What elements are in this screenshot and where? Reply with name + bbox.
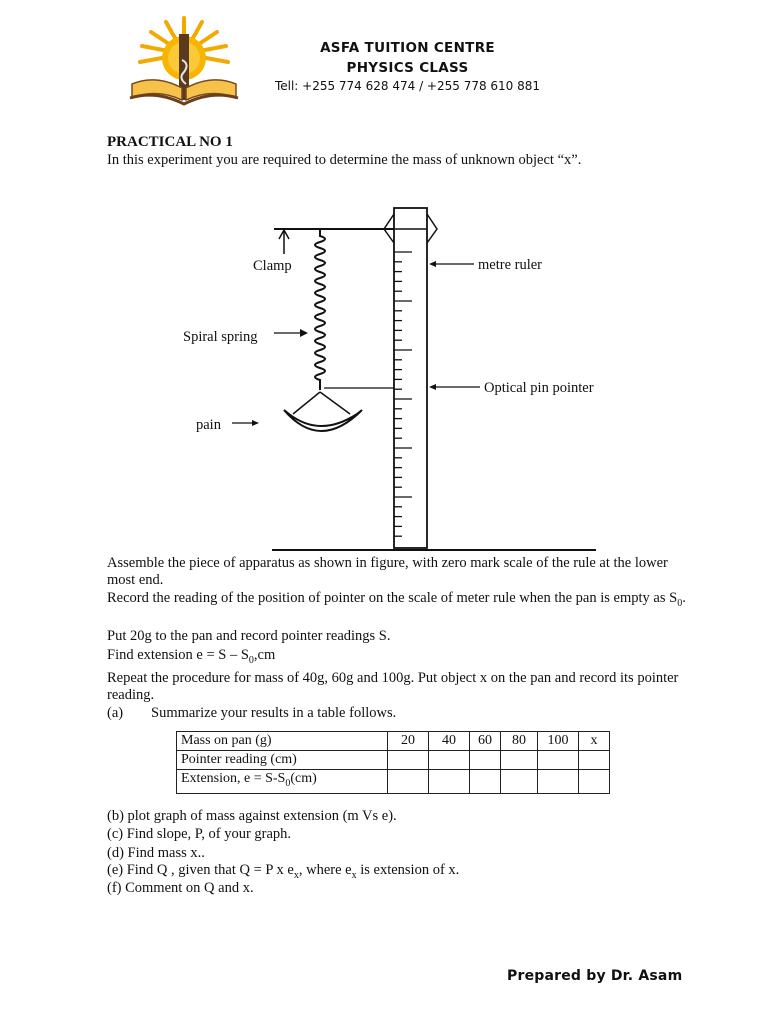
table-cell: 80 (501, 732, 538, 751)
header-class-name: PHYSICS CLASS (346, 60, 469, 76)
row-header-extension (177, 770, 388, 794)
instruction-record (107, 590, 697, 612)
optical-pin-label: Optical pin pointer (484, 380, 594, 396)
practical-intro: In this experiment you are required to determine the mass of unknown object “x”. (107, 152, 582, 168)
clamp-label: Clamp (253, 258, 292, 274)
table-cell (470, 751, 501, 770)
extension-unit: (cm) (290, 771, 317, 786)
question-e-mid: , where e (298, 862, 352, 878)
spiral-spring-label: Spiral spring (183, 329, 258, 345)
table-cell (538, 770, 579, 794)
question-e-post: is extension of x. (356, 862, 460, 878)
find-text: Find extension e = S – S (107, 647, 249, 663)
record-sub: 0 (677, 597, 683, 609)
table-row (177, 770, 610, 794)
question-c: (c) Find slope, P, of your graph. (107, 826, 292, 842)
question-e-text: (e) Find Q , given that Q = P x e (107, 862, 294, 878)
question-e-sub1: x (293, 869, 299, 881)
table-cell (501, 751, 538, 770)
pan-label: pain (196, 417, 221, 433)
spiral-spring (315, 229, 325, 390)
table-cell: 60 (470, 732, 501, 751)
pan-shape (284, 410, 362, 431)
question-b: (b) plot graph of mass against extension (m Vs e). (107, 808, 397, 824)
instruction-assemble: Assemble the piece of apparatus as shown in figure, with zero mark scale of the rule at the lower most end. (107, 555, 668, 588)
prepared-by: Prepared by Dr. Asam (507, 968, 683, 984)
instruction-summarize (107, 705, 697, 722)
table-cell: 40 (429, 732, 470, 751)
table-cell (470, 770, 501, 794)
table-cell (429, 770, 470, 794)
instruction-repeat: Repeat the procedure for mass of 40g, 60g and 100g. Put object x on the pan and record its pointer reading. (107, 670, 679, 703)
instruction-put: Put 20g to the pan and record pointer readings S. (107, 628, 391, 644)
apparatus-diagram (180, 200, 620, 556)
table-cell (388, 751, 429, 770)
table-cell: x (579, 732, 610, 751)
practical-title: PRACTICAL NO 1 (107, 134, 233, 150)
record-text: Record the reading of the position of pointer on the scale of meter rule when the pan is empty as (107, 590, 666, 606)
find-post: ,cm (253, 647, 276, 663)
row-header-mass: Mass on pan (g) (177, 732, 388, 751)
table-row (177, 732, 610, 751)
summarize-text: Summarize your results in a table follows. (151, 705, 397, 721)
table-row (177, 751, 610, 770)
asfa-logo-image (126, 14, 242, 108)
extension-text: Extension, e = S-S (181, 771, 286, 786)
table-cell (538, 751, 579, 770)
table-cell: 20 (388, 732, 429, 751)
row-header-pointer: Pointer reading (cm) (177, 751, 388, 770)
results-table (176, 731, 610, 794)
table-cell (579, 751, 610, 770)
table-cell (579, 770, 610, 794)
record-post: . (682, 590, 686, 606)
record-symbol: S (669, 590, 678, 606)
instruction-find-extension (107, 647, 697, 669)
table-cell (501, 770, 538, 794)
header-org-name: ASFA TUITION CENTRE (320, 40, 495, 56)
metre-ruler-label: metre ruler (478, 257, 543, 273)
table-cell (388, 770, 429, 794)
find-sub: 0 (248, 654, 254, 666)
question-f: (f) Comment on Q and x. (107, 880, 254, 896)
question-e-sub2: x (351, 869, 357, 881)
table-cell (429, 751, 470, 770)
summarize-label: (a) (107, 705, 124, 721)
question-d: (d) Find mass x.. (107, 845, 205, 861)
table-cell: 100 (538, 732, 579, 751)
extension-sub: 0 (285, 777, 291, 789)
header-telephone: Tell: +255 774 628 474 / +255 778 610 881 (274, 79, 541, 93)
